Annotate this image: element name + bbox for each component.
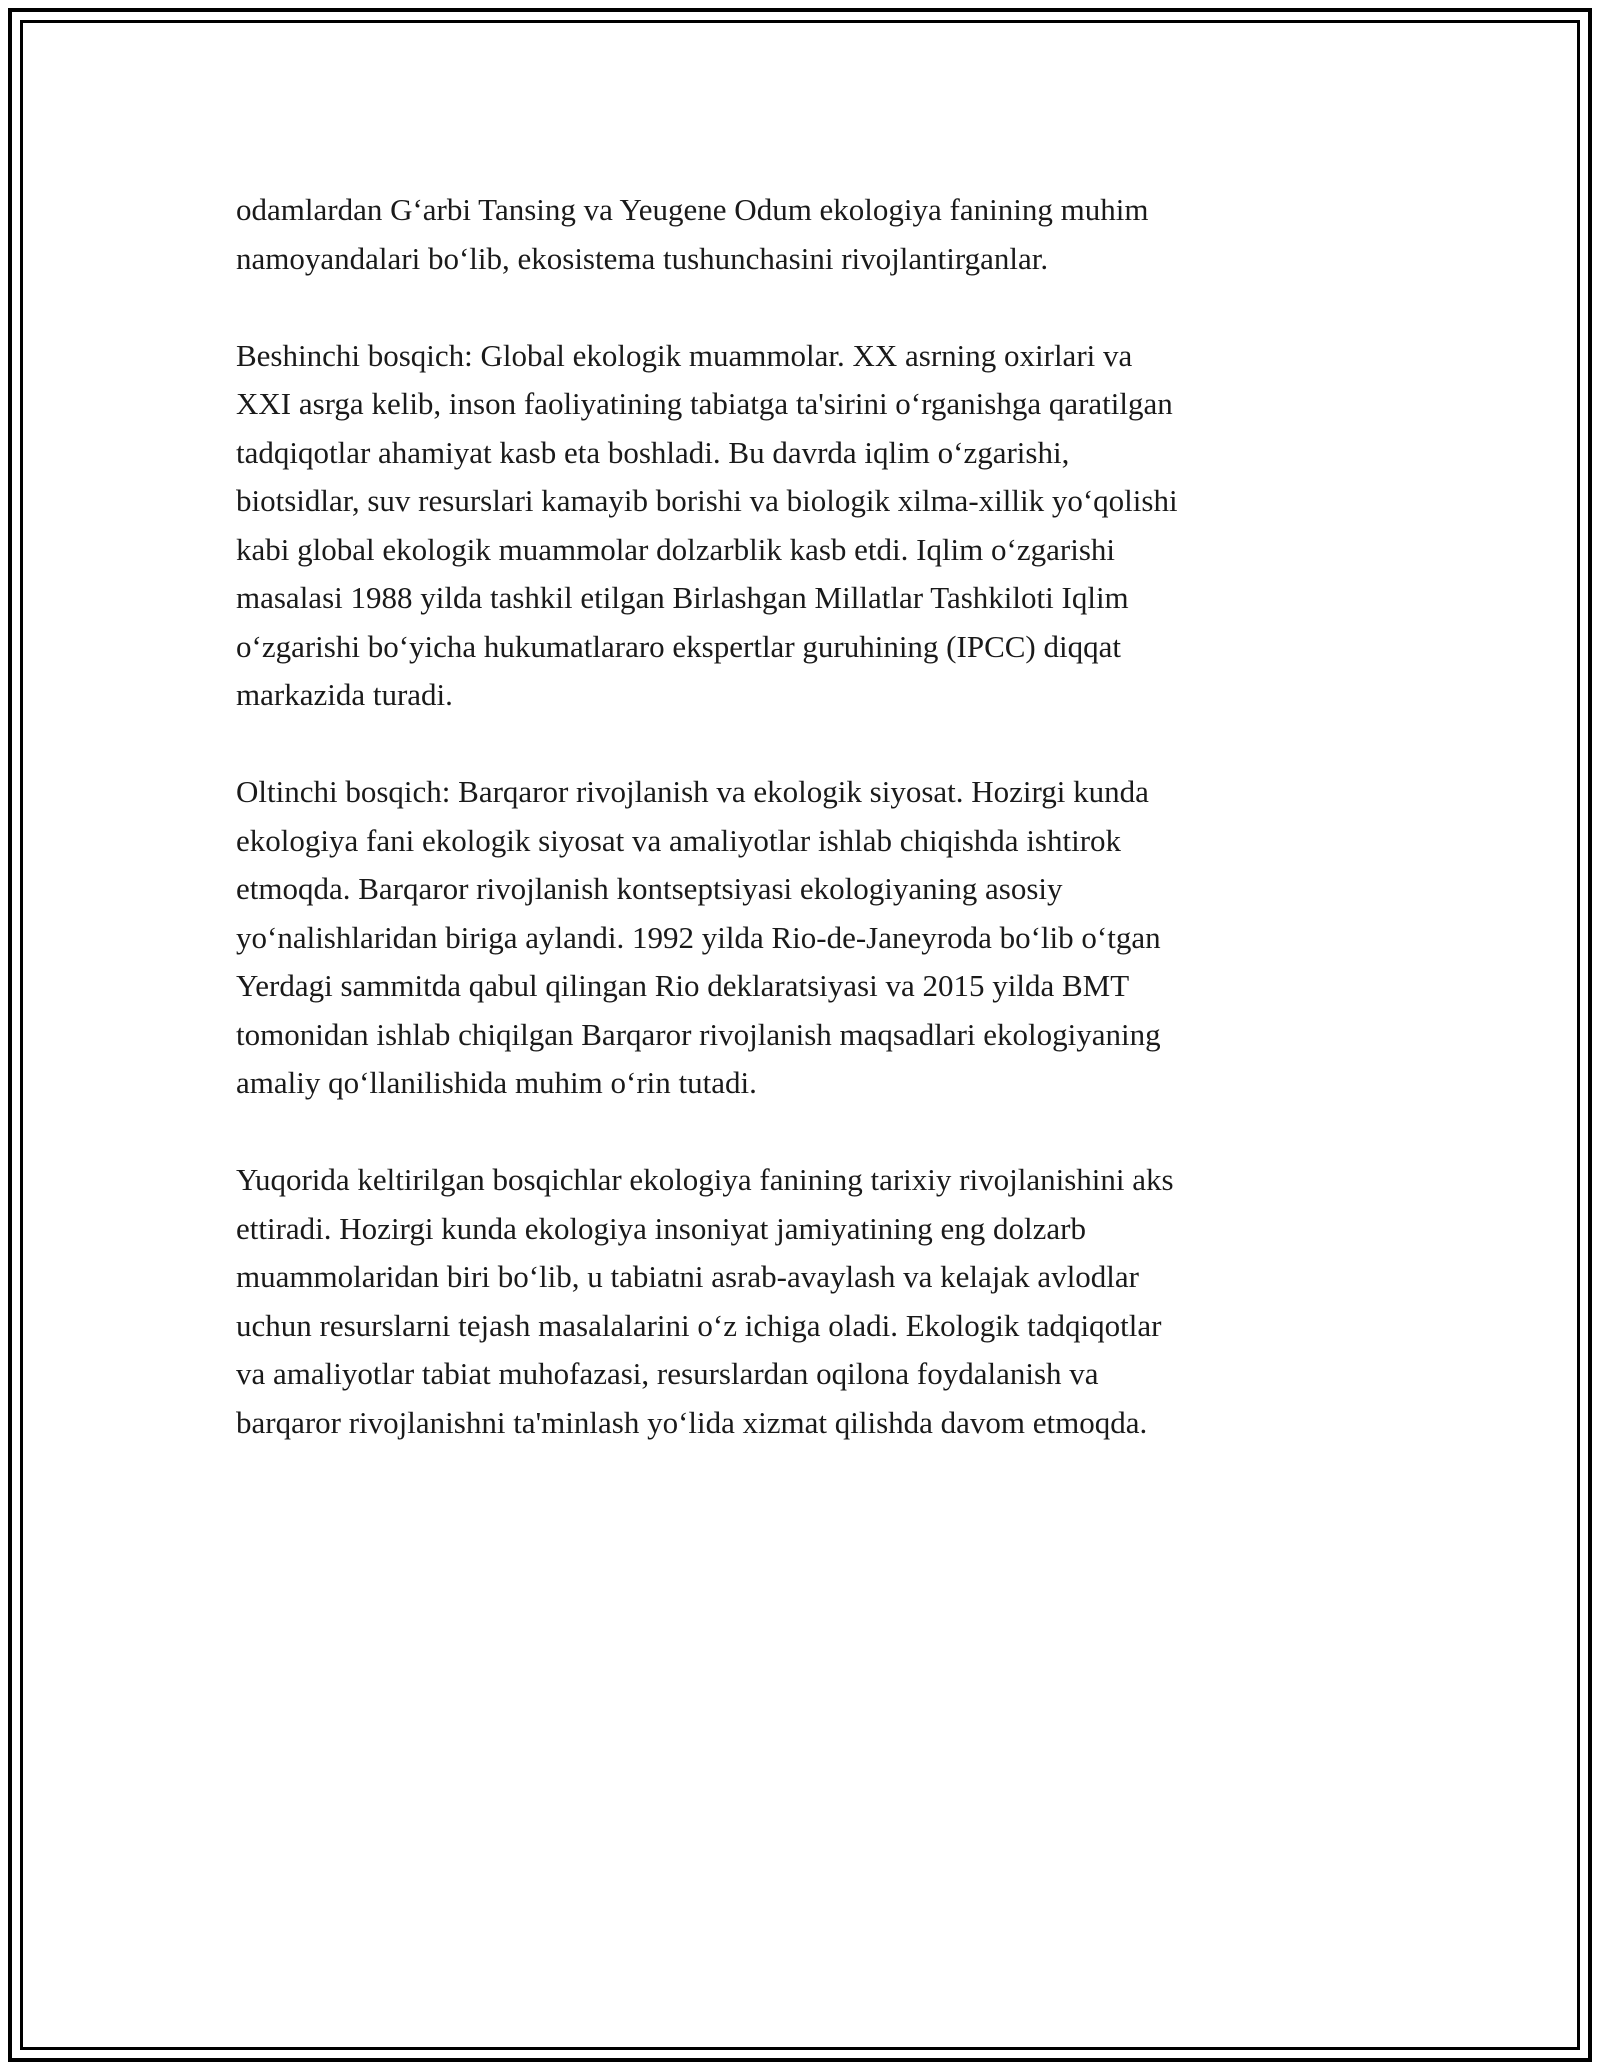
paragraph-sustainable-development: Oltinchi bosqich: Barqaror rivojlanish va ekologik siyosat. Hozirgi kunda ekologiya fani ekologik siyosat va amaliyotlar ishlab chiqishda ishtirok etmoqda. Barqaror rivojlanish kontseptsiyasi ekologiyaning asosiy yo‘nalishlaridan biriga aylandi. 1992 yilda Rio-de-Janeyroda bo‘lib o‘tgan Yerdagi sammitda qabul qilingan Rio deklaratsiyasi va 2015 yilda BMT tomonidan ishlab chiqilgan Barqaror rivojlanish maqsadlari ekologiyaning amaliy qo‘llanilishida muhim o‘rin tutadi. [236,774,1161,1100]
paragraph-ecosystem-concept: odamlardan G‘arbi Tansing va Yeugene Odum ekologiya fanining muhim namoyandalari bo‘lib, ekosistema tushunchasini rivojlantirganlar. [236,192,1149,276]
paragraph-global-ecological-problems: Beshinchi bosqich: Global ekologik muammolar. XX asrning oxirlari va XXI asrga kelib, inson faoliyatining tabiatga ta'sirini o‘rganishga qaratilgan tadqiqotlar ahamiyat kasb eta boshladi. Bu davrda iqlim o‘zgarishi, biotsidlar, suv resurslari kamayib borishi va biologik xilma-xillik yo‘qolishi kabi global ekologik muammolar dolzarblik kasb etdi. Iqlim o‘zgarishi masalasi 1988 yilda tashkil etilgan Birlashgan Millatlar Tashkiloti Iqlim o‘zgarishi bo‘yicha hukumatlararo ekspertlar guruhining (IPCC) diqqat markazida turadi. [236,337,1178,712]
paragraph-conclusion: Yuqorida keltirilgan bosqichlar ekologiya fanining tarixiy rivojlanishini aks ettiradi. Hozirgi kunda ekologiya insoniyat jamiyatining eng dolzarb muammolaridan biri bo‘lib, u tabiatni asrab-avaylash va kelajak avlodlar uchun resurslarni tejash masalalarini o‘z ichiga oladi. Ekologik tadqiqotlar va amaliyotlar tabiat muhofazasi, resurslardan oqilona foydalanish va barqaror rivojlanishni ta'minlash yo‘lida xizmat qilishda davom etmoqda. [236,1162,1174,1440]
document-body [236,186,1366,1496]
